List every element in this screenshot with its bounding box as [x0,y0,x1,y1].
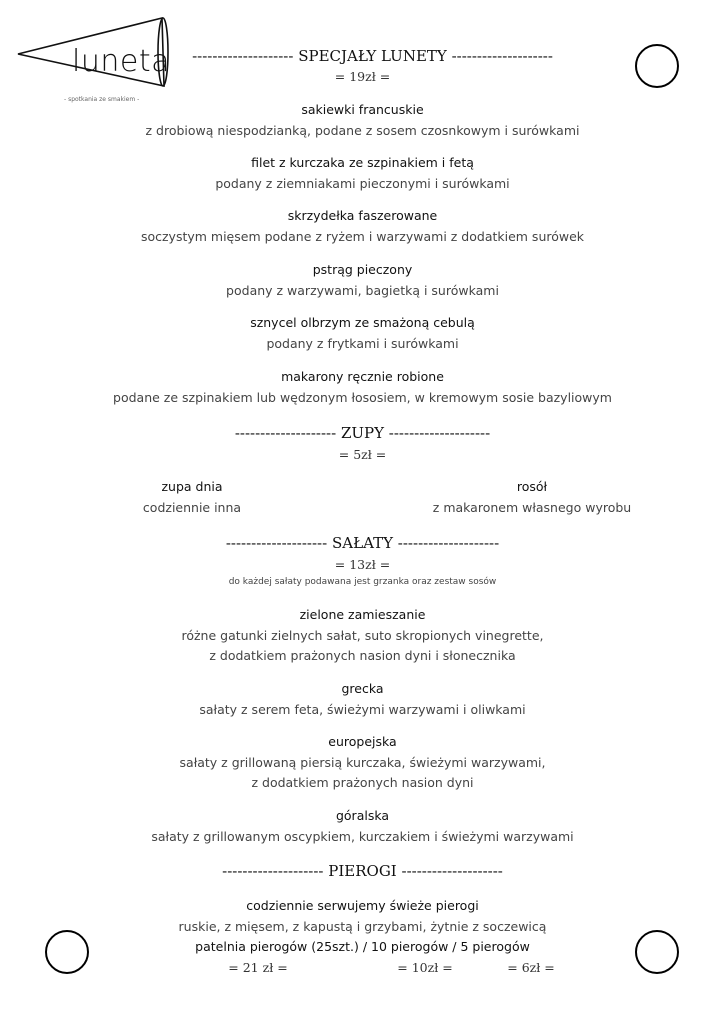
salad-desc: sałaty z grillowaną piersią kurczaka, świeżymi warzywami, [179,755,546,770]
salads-note: do każdej sałaty podawana jest grzanka oraz zestaw sosów [228,577,497,587]
soup-desc: codziennie inna [142,500,242,515]
soup-name: rosół [516,479,548,494]
section-heading-specials: -------------------- SPECJAŁY LUNETY -------------------- [192,47,553,65]
pierogi-sizes: patelnia pierogów (25szt.) / 10 pierogów / 5 pierogów [195,939,530,954]
salad-desc: różne gatunki zielnych sałat, suto skropionych vinegrette, [181,628,544,643]
dish-desc: podany z frytkami i surówkami [266,336,459,351]
salad-desc: z dodatkiem prażonych nasion dyni [251,775,474,790]
logo-name: luneta [72,44,170,79]
section-price-specials: = 19zł = [334,69,391,84]
salad-desc: sałaty z grillowanym oscypkiem, kurczakiem i świeżymi warzywami [151,829,574,844]
dish-desc: podany z warzywami, bagietką i surówkami [226,283,499,298]
salad-name: góralska [335,808,390,823]
dish-desc: z drobiową niespodzianką, podane z sosem czosnkowym i surówkami [145,123,580,138]
salad-desc: z dodatkiem prażonych nasion dyni i słonecznika [209,648,516,663]
pierogi-price-large: = 21 zł = [228,960,288,975]
section-price-salads: = 13zł = [334,557,391,572]
dish-name: skrzydełka faszerowane [287,208,438,223]
salad-name: europejska [328,734,397,749]
section-heading-pierogi: -------------------- PIEROGI -------------------- [222,862,503,880]
pierogi-title: codziennie serwujemy świeże pierogi [246,898,479,913]
dish-desc: podane ze szpinakiem lub wędzonym łososiem, w kremowym sosie bazyliowym [113,390,612,405]
pierogi-price-small: = 6zł = [507,960,555,975]
salad-name: grecka [341,681,384,696]
salad-desc: sałaty z serem feta, świeżymi warzywami i oliwkami [199,702,526,717]
dish-name: filet z kurczaka ze szpinakiem i fetą [251,155,474,170]
dish-desc: soczystym mięsem podane z ryżem i warzywami z dodatkiem surówek [140,229,585,244]
section-heading-salads: -------------------- SAŁATY -------------------- [225,534,500,552]
salad-name: zielone zamieszanie [299,607,426,622]
soup-desc: z makaronem własnego wyrobu [432,500,632,515]
pierogi-price-medium: = 10zł = [397,960,453,975]
dish-name: sznycel olbrzym ze smażoną cebulą [250,315,475,330]
dish-name: sakiewki francuskie [301,102,424,117]
section-heading-soups: -------------------- ZUPY -------------------- [234,424,491,442]
pierogi-desc: ruskie, z mięsem, z kapustą i grzybami, żytnie z soczewicą [178,919,547,934]
dish-name: pstrąg pieczony [312,262,413,277]
dish-desc: podany z ziemniakami pieczonymi i surówkami [215,176,510,191]
soup-name: zupa dnia [161,479,223,494]
dish-name: makarony ręcznie robione [281,369,444,384]
logo-tagline: - spotkania ze smakiem - [64,96,140,103]
section-price-soups: = 5zł = [338,447,387,462]
